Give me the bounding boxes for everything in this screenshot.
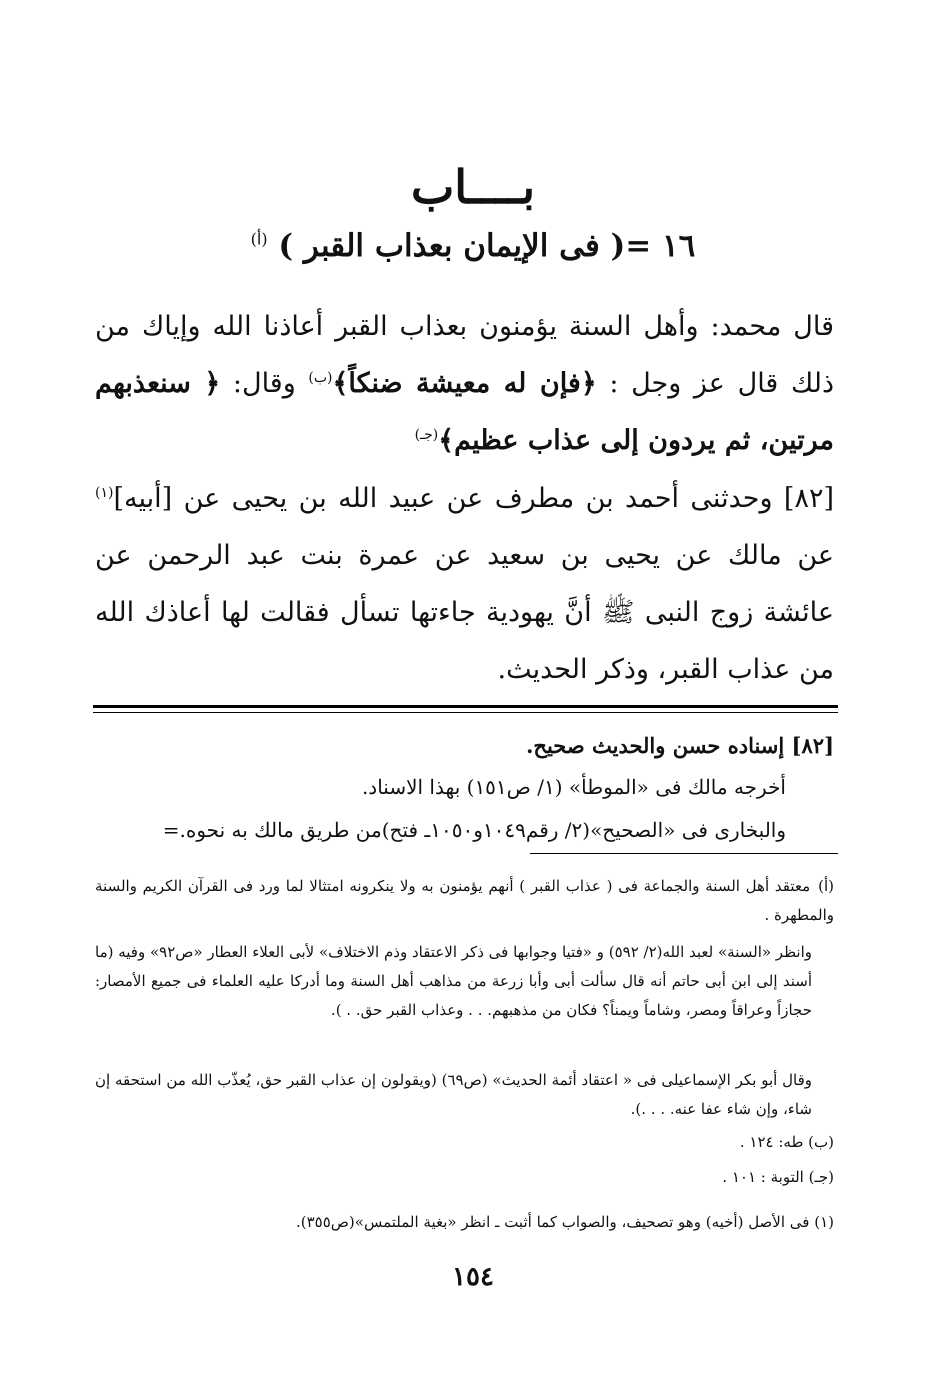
quran-verse-1: ﴿فإن له معيشة ضنكاً﴾ (332, 368, 597, 399)
footnote-ref-c: (جـ) (414, 427, 439, 443)
hadith-text-2: عن مالك عن يحيى بن سعيد عن عمرة بنت عبد الرحمن عن عائشة زوج النبى ﷺ أنَّ يهودية جاءتها تسأل فقالت لها أعاذك الله من عذاب القبر، وذكر الحديث. (95, 540, 834, 685)
footnote-c: (جـ) التوبة : ١٠١ . (722, 1168, 834, 1186)
footnote-b: (ب) طه: ١٢٤ . (739, 1133, 834, 1151)
chapter-title (0, 228, 946, 264)
takhrij-heading: [٨٢] إسناده حسن والحديث صحيح. (526, 733, 834, 758)
footnote-1: (١) فى الأصل (أخيه) وهو تصحيف، والصواب كما أثبت ـ انظر «بغية الملتمس»(ص٣٥٥). (296, 1213, 834, 1231)
intro-text: قال محمد: وأهل السنة يؤمنون بعذاب القبر أعاذنا الله وإياك من ذلك قال عز وجل : (95, 311, 834, 399)
footnote-a-para-2: وانظر «السنة» لعبد الله(٢/ ٥٩٢) و «فتيا وجوابها فى ذكر الاعتقاد وذم الاختلاف» لأبى العلاء العطار «ص٩٢» وفيه (ما أسند إلى ابن أبى حاتم أنه قال سألت أبى وأبا زرعة من مذاهب أهل السنة وما أدركا عليه العلماء فى جميع الأمصار: حجازاً وعراقاً ومصر، وشاماً ويمناً؟ فكان من مذهبهم. . . وعذاب القبر حق. . ). (95, 943, 812, 1019)
intro-text-2: وقال: (220, 368, 309, 399)
footnote-separator (530, 853, 838, 854)
hadith-paragraph (95, 470, 834, 698)
separator-thin (93, 712, 838, 713)
takhrij-line-1: أخرجه مالك فى «الموطأ» (١/ ص١٥١) بهذا الاسناد. (361, 775, 786, 799)
footnote-ref-b: (ب) (308, 370, 333, 386)
takhrij-line-2: والبخارى فى «الصحيح»(٢/ رقم١٠٤٩و١٠٥٠ـ فتح)من طريق مالك به نحوه.= (162, 818, 786, 842)
chapter-footnote-ref: (أ) (250, 229, 268, 249)
chapter-title-text: ١٦ =( فى الإيمان بعذاب القبر ) (278, 228, 696, 264)
footnote-ref-1: (١) (95, 485, 114, 501)
separator-thick (93, 705, 838, 708)
quran-verse-2: ﴿ سنعذبهم مرتين، ثم يردون إلى عذاب عظيم﴾ (95, 368, 834, 456)
hadith-text-1: [٨٢] وحدثنى أحمد بن مطرف عن عبيد الله بن يحيى عن [أبيه] (113, 483, 834, 514)
page-number: ١٥٤ (452, 1262, 494, 1292)
footnote-a-para-3: وقال أبو بكر الإسماعيلى فى « اعتقاد أئمة الحديث» (ص٦٩) (ويقولون إن عذاب القبر حق، يُعذّب الله من استحقه إن شاء، وإن شاء عفا عنه. . . .). (95, 1071, 812, 1118)
section-title: بــــاب (410, 160, 536, 214)
intro-paragraph (95, 298, 834, 469)
footnote-a-label: (أ) (818, 877, 834, 895)
footnote-a-text: معتقد أهل السنة والجماعة فى ( عذاب القبر ) أنهم يؤمنون به ولا ينكرونه امتثالا لما ورد فى القرآن الكريم والسنة والمطهرة . (95, 877, 834, 924)
footnote-a (95, 872, 834, 930)
